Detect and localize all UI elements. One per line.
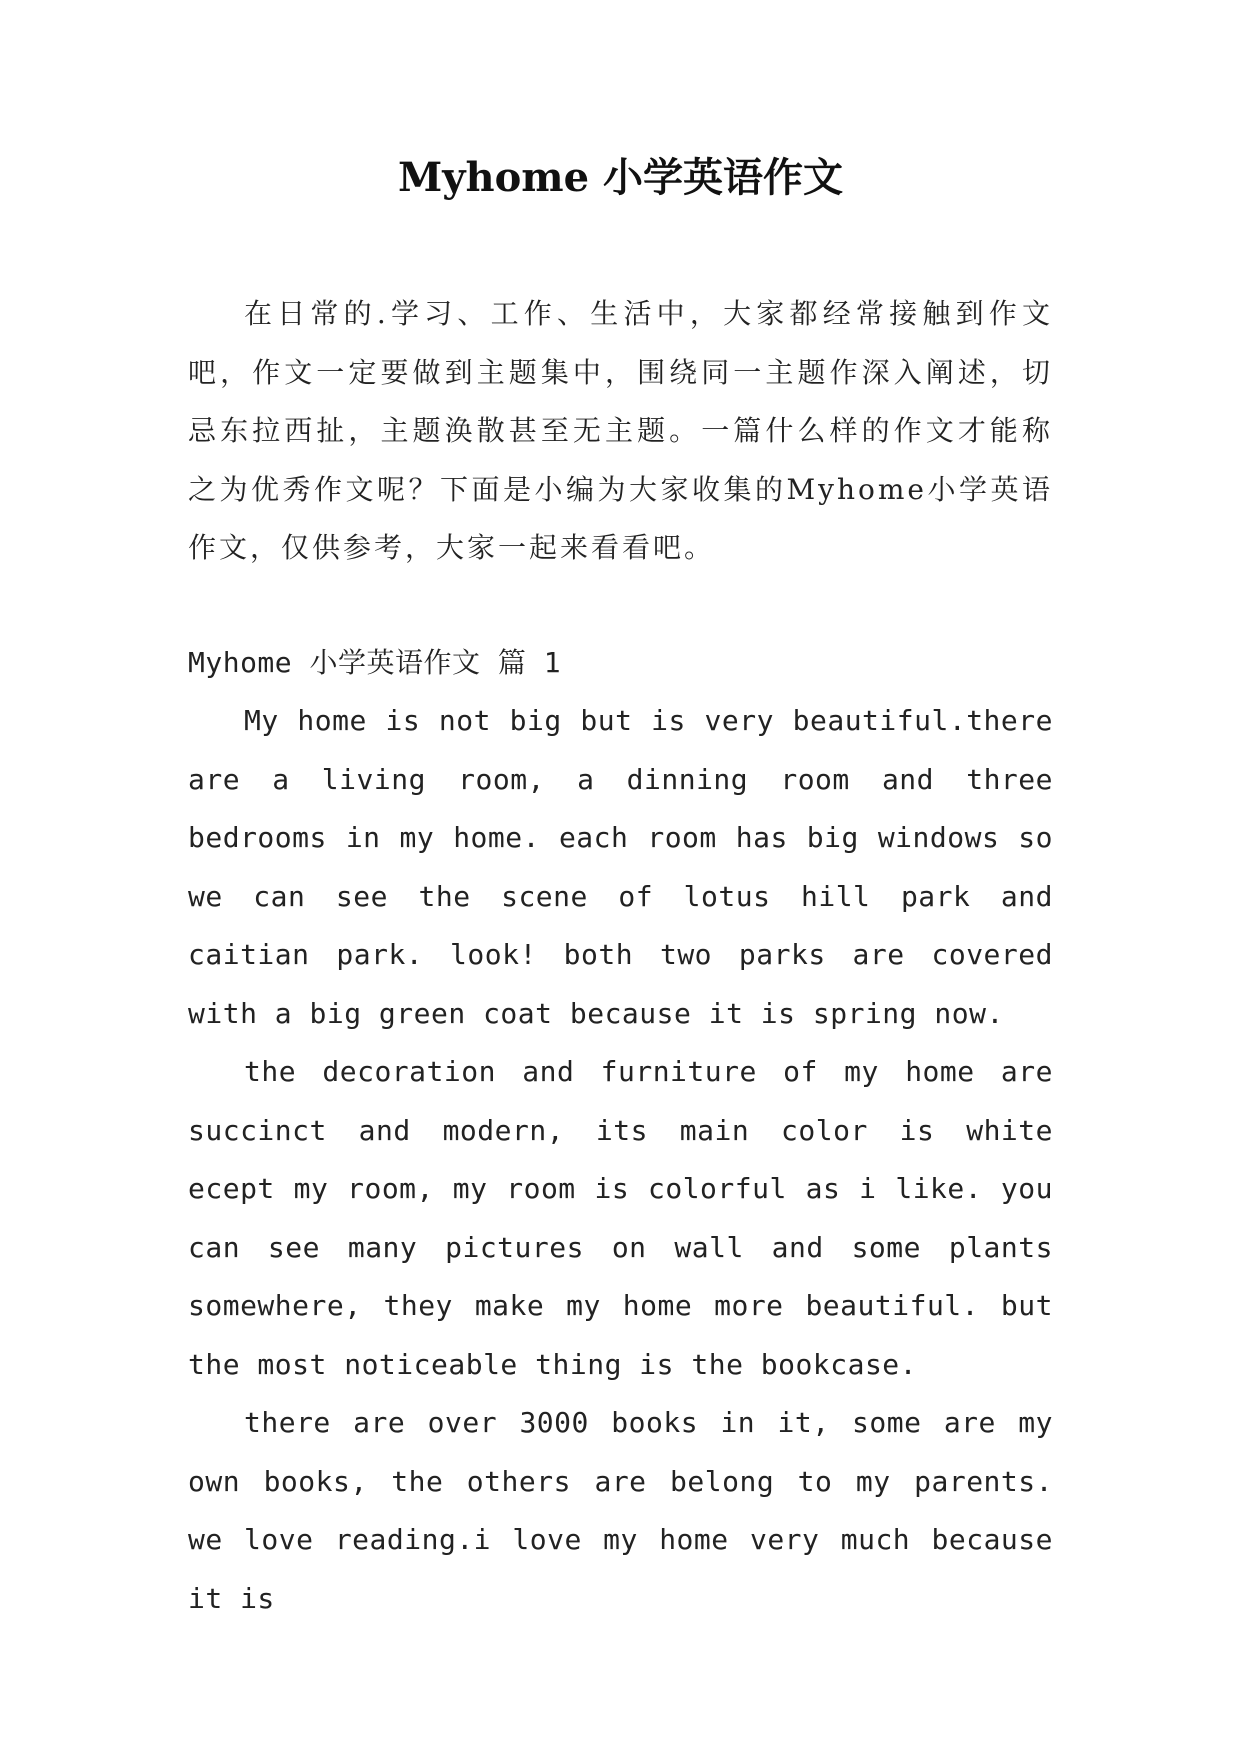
document-title: Myhome 小学英语作文 [398, 154, 843, 201]
section-heading: Myhome 小学英语作文 篇 1 [188, 645, 562, 679]
intro-paragraph: 在日常的.学习、工作、生活中，大家都经常接触到作文吧，作文一定要做到主题集中，围绕同一主题作深入阐述，切忌东拉西扯，主题涣散甚至无主题。一篇什么样的作文才能称之为优秀作文呢？下面是小编为大家收集的Myhome小学英语作文，仅供参考，大家一起来看看吧。 [188, 297, 1053, 564]
essay-paragraph-2: the decoration and furniture of my home are succinct and modern, its main color is white ecept my room, my room is colorful as i like. you can see many pictures on wall and some plants somewhere, they make my home more beautiful. but the most noticeable thing is the bookcase. [188, 1055, 1053, 1381]
document-body [188, 285, 1053, 1628]
essay-paragraph-1: My home is not big but is very beautiful.there are a living room, a dinning room and three bedrooms in my home. each room has big windows so we can see the scene of lotus hill park and caitian park. look! both two parks are covered with a big green coat because it is spring now. [188, 704, 1053, 1030]
essay-paragraph-3: there are over 3000 books in it, some are my own books, the others are belong to my parents. we love reading.i love my home very much because it is [188, 1406, 1053, 1615]
